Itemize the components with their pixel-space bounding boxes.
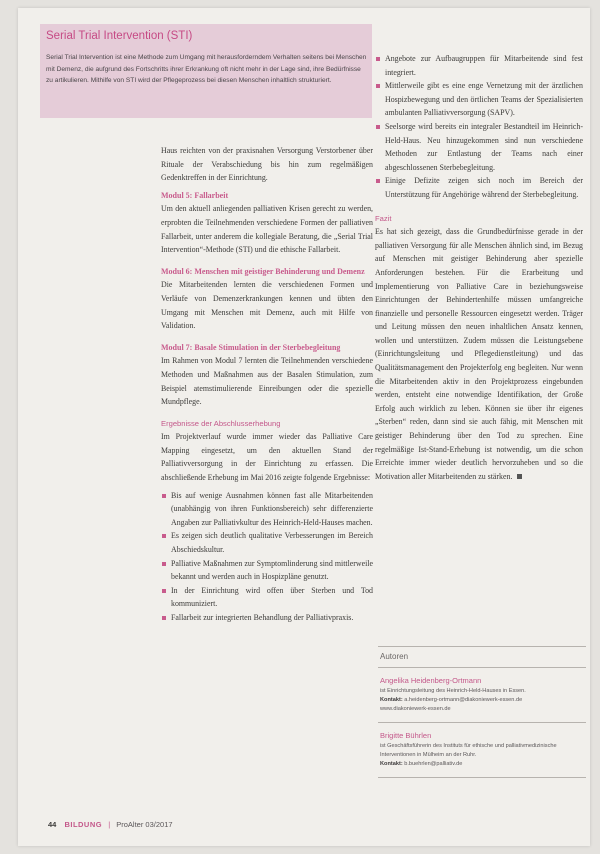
module-6-text: Die Mitarbeitenden lernten die verschiedenen Formen und Verläufe von Demenzerkrankungen kennen und übten den Umgang mit Menschen mit Demenz, auch mit Hilfe von Validation. [161, 280, 373, 331]
list-item: Fallarbeit zur integrierten Behandlung der Palliativpraxis. [161, 611, 373, 625]
results-text: Im Projektverlauf wurde immer wieder das Palliative Care Mapping eingesetzt, um den aktuellen Stand der Palliativversorgung in der Einrichtung zu erfassen. Die abschließende Erhebung im Mai 2016 zeigte folgende Ergebnisse: [161, 432, 373, 483]
author-1-role: ist Einrichtungsleitung des Heinrich-Held-Hauses in Essen. [380, 688, 526, 694]
author-1-contact: Kontakt: a.heidenberg-ortmann@diakoniewerk-essen.de [380, 697, 523, 703]
page-footer: 44 BILDUNG | ProAlter 03/2017 [48, 820, 173, 829]
divider [378, 722, 586, 723]
section-name: BILDUNG [64, 820, 103, 829]
list-item: Seelsorge wird bereits ein integraler Bestandteil im Heinrich-Held-Haus. Neu hinzugekommen sind nun verschiedene Methoden zur Entlastung der Teams nach einer abgeschlossenen Sterbebegleitung. [375, 120, 583, 174]
end-of-article-icon [517, 474, 522, 479]
author-1-name: Angelika Heidenberg-Ortmann [380, 676, 482, 685]
module-7-text: Im Rahmen von Modul 7 lernten die Teilnehmenden verschiedene Methoden und Maßnahmen aus der Basalen Stimulation, zum Beispiel atemstimulierende Einreibungen oder die spezielle Mundpflege. [161, 356, 373, 407]
module-5-text: Um den aktuell anliegenden palliativen Krisen gerecht zu werden, erprobten die Teilnehmenden verschiedene Formen der palliativen Fallarbeit, unter anderem die kollegiale Beratung, die „Serial Trial Intervention“-Methode (STI) und die ethische Fallarbeit. [161, 204, 373, 255]
module-6-heading: Modul 6: Menschen mit geistiger Behinderung und Demenz [161, 266, 365, 276]
list-item: Es zeigen sich deutlich qualitative Verbesserungen im Bereich Abschiedskultur. [161, 529, 373, 556]
list-item: Einige Defizite zeigen sich noch im Bereich der Unterstützung für Angehörige während der Sterbebegleitung. [375, 174, 583, 201]
list-item: Mittlerweile gibt es eine enge Vernetzung mit der ärztlichen Hospizbewegung und den örtlichen Teams der Spezialisierten ambulanten Palliativversorgung (SAPV). [375, 79, 583, 120]
divider [378, 777, 586, 778]
right-column [375, 52, 583, 487]
list-item: Palliative Maßnahmen zur Symptomlinderung sind mittlerweile bekannt und werden auch in Hospizpläne genutzt. [161, 557, 373, 584]
list-item: Angebote zur Aufbaugruppen für Mitarbeitende sind fest integriert. [375, 52, 583, 79]
issue-label: ProAlter 03/2017 [116, 820, 173, 829]
list-item: In der Einrichtung wird offen über Sterben und Tod kommuniziert. [161, 584, 373, 611]
results-list-continued [375, 52, 583, 202]
results-list [161, 489, 373, 625]
fazit-heading: Fazit [375, 213, 392, 223]
page-number: 44 [48, 820, 57, 829]
document-page [18, 8, 590, 846]
sti-info-box [40, 24, 372, 118]
module-5-heading: Modul 5: Fallarbeit [161, 190, 229, 200]
author-1-website: www.diakoniewerk-essen.de [380, 706, 451, 712]
author-2-contact: Kontakt: b.buehrlen@palliativ.de [380, 761, 463, 767]
authors-box [378, 646, 586, 778]
intro-paragraph: Haus reichten von der praxisnahen Versorgung Verstorbener über Rituale der Verabschiedung bis hin zum regelmäßigen Gedenktreffen in der Einrichtung. [161, 146, 373, 183]
left-column [161, 144, 373, 625]
info-box-text: Serial Trial Intervention ist eine Methode zum Umgang mit herausforderndem Verhalten seitens bei Menschen mit Demenz, die aufgrund des Fortschritts ihrer Erkrankung oft nicht mehr in der Lage sind, ihre Bedürfnisse zu artikulieren. Mithilfe von STI wird der Pflegeprozess bei diesen Menschen inhaltlich strukturiert. [46, 54, 367, 84]
authors-heading: Autoren [378, 647, 586, 668]
module-7-heading: Modul 7: Basale Stimulation in der Sterbebegleitung [161, 342, 341, 352]
list-item: Bis auf wenige Ausnahmen können fast alle Mitarbeitenden (unabhängig von ihren Funktionsbereich) sehr differenzierte Angaben zur Palliativkultur des Heinrich-Held-Hauses machen. [161, 489, 373, 530]
info-box-title: Serial Trial Intervention (STI) [46, 30, 193, 42]
results-heading: Ergebnisse der Abschlusserhebung [161, 418, 281, 428]
fazit-text: Es hat sich gezeigt, dass die Grundbedürfnisse gerade in der palliativen Versorgung für alle Menschen ähnlich sind, im Bezug auf Menschen mit geistiger Behinderung aber spezielle Anforderungen bestehen. Für die Erarbeitung und Implementierung von Palliative Care in beziehungsweise Einrichtungen der Behindertenhilfe müssen umfangreiche finanzielle und personelle Ressourcen eingesetzt werden. Träger und Leitung müssen den neuen inhaltlichen Ansatz kennen, wollen und unterstützen. Zudem müssen die Leistungsebene (Einrichtungsleitung und Pflegedienstleitung) und das Qualitätsmanagement den Projekterfolg eng begleiten. Nur wenn die Mitarbeitenden aktiv in den Projektprozess eingebunden werden, entsteht eine notwendige Identifikation, der Große Erfolg auch wirklich zu leben. Können sie über ihr eigenes „Sterben“ reden, dann sind sie auch fähig, mit Menschen mit geistiger Behinderung über den Tod zu sprechen. Eine regelmäßige Ist-Stand-Erhebung ist notwendig, um die schon Erreichte immer wieder deutlich hervorzuheben und so die Motivation aller Mitarbeitenden zu stärken. [375, 227, 583, 481]
author-2-role: ist Geschäftsführerin des Instituts für ethische und palliativmedizinische Interventionen in Mülheim an der Ruhr. [380, 743, 557, 758]
author-2-name: Brigitte Bührlen [380, 731, 432, 740]
